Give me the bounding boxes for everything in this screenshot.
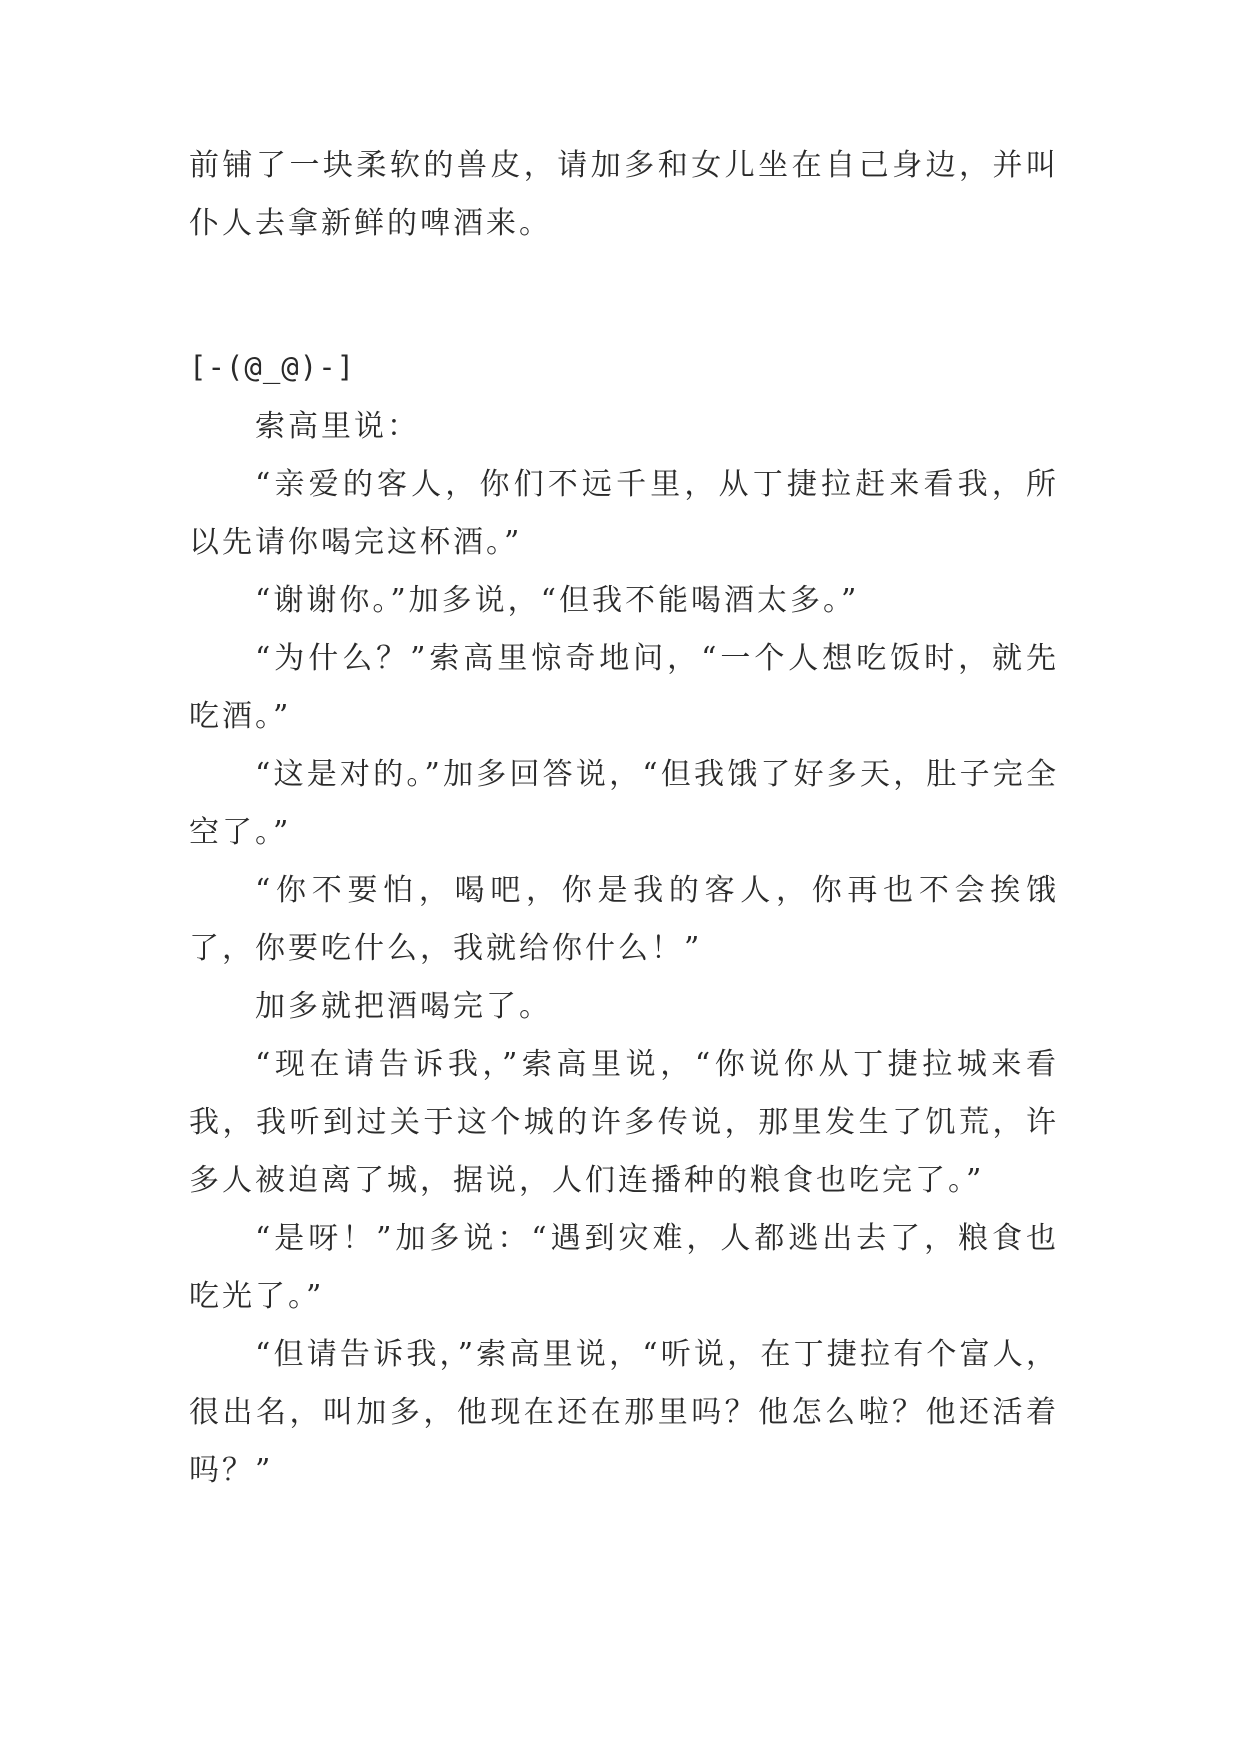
paragraph: “为什么？”索高里惊奇地问，“一个人想吃饭时，就先吃酒。” [189,641,1059,734]
paragraph: “谢谢你。”加多说，“但我不能喝酒太多。” [255,583,860,618]
intro-paragraph: 前铺了一块柔软的兽皮，请加多和女儿坐在自己身边，并叫仆人去拿新鲜的啤酒来。 [189,148,1059,241]
paragraph: “但请告诉我，”索高里说，“听说，在丁捷拉有个富人，很出名，叫加多，他现在还在那里吗？他怎么啦？他还活着吗？” [189,1337,1059,1488]
paragraph: “这是对的。”加多回答说，“但我饿了好多天，肚子完全空了。” [189,757,1059,850]
paragraph: “你不要怕，喝吧，你是我的客人，你再也不会挨饿了，你要吃什么，我就给你什么！” [189,873,1059,966]
paragraph: 索高里说： [255,409,420,444]
paragraph: “现在请告诉我，”索高里说，“你说你从丁捷拉城来看我，我听到过关于这个城的许多传说，那里发生了饥荒，许多人被迫离了城，据说，人们连播种的粮食也吃完了。” [189,1047,1059,1198]
paragraph: “亲爱的客人，你们不远千里，从丁捷拉赶来看我，所以先请你喝完这杯酒。” [189,467,1059,560]
paragraph: 加多就把酒喝完了。 [255,989,552,1024]
intro-block [189,137,1059,253]
section-separator: [-(@_@)-] [189,350,356,384]
body-block [189,398,1059,1500]
paragraph: “是呀！”加多说：“遇到灾难，人都逃出去了，粮食也吃光了。” [189,1221,1059,1314]
